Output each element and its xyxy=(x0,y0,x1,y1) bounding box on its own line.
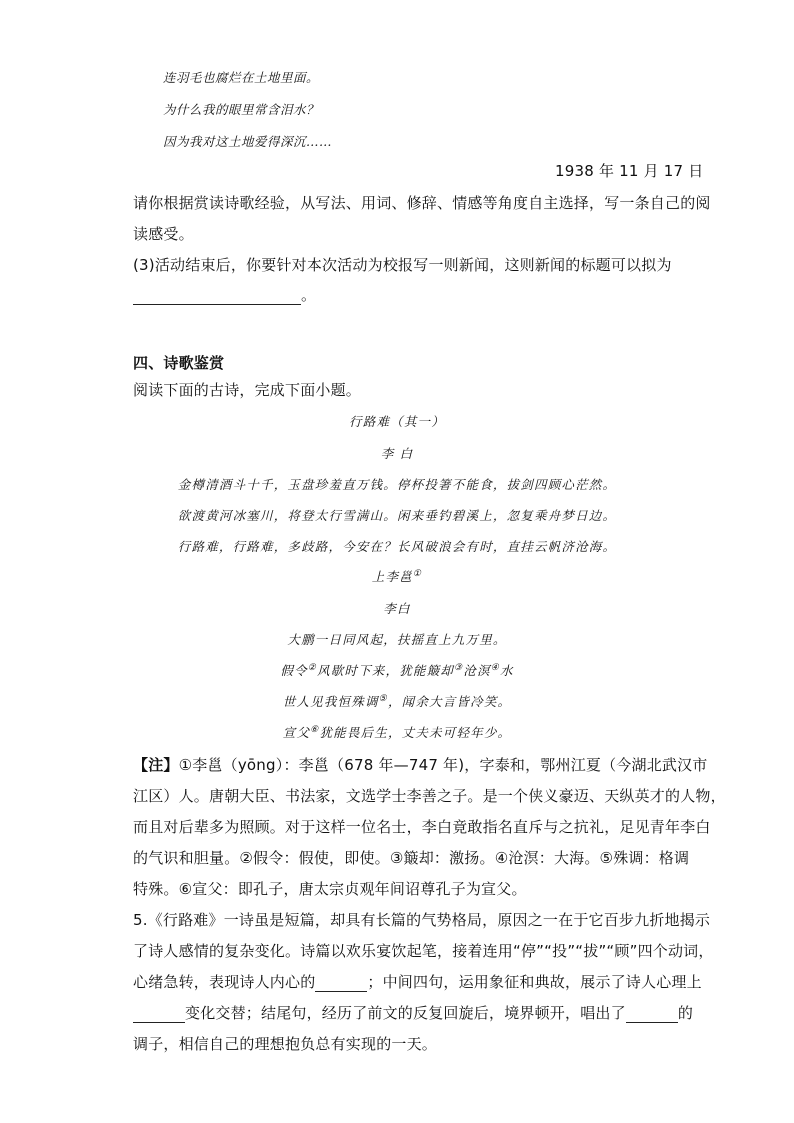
poem1-line-3: 行路难，行路难，多歧路，今安在？长风破浪会有时，直挂云帆济沧海。 xyxy=(177,539,617,554)
q5-line-5: 调子，相信自己的理想抱负总有实现的一天。 xyxy=(133,1035,438,1053)
q5-blank-3[interactable] xyxy=(626,1008,678,1023)
notes-line-2: 江区）人。唐朝大臣、书法家，文选学士李善之子。是一个侠义豪迈、天纵英才的人物， xyxy=(133,787,726,805)
poem2-author: 李白 xyxy=(383,601,411,616)
q5-line-4: 变化交替；结尾句，经历了前文的反复回旋后，境界顿开，唱出了 的 xyxy=(133,1002,693,1023)
q5-line-3: 心绪急转，表现诗人内心的 ；中间四句，运用象征和典故，展示了诗人心理上 xyxy=(133,973,702,991)
poem1-author: 李 白 xyxy=(380,446,414,461)
poem-tail-line-3: 因为我对这土地爱得深沉…… xyxy=(163,134,333,149)
poem2-line-2: 假令②风歇时下来，犹能簸却③沧溟④水 xyxy=(280,662,514,678)
q5-line-1: 5.《行路难》一诗虽是短篇，却具有长篇的气势格局，原因之一在于它百步九折地揭示 xyxy=(133,911,711,929)
task3-line-1: (3)活动结束后，你要针对本次活动为校报写一则新闻，这则新闻的标题可以拟为 xyxy=(133,256,672,274)
notes-line-1: 【注】①李邕（yōng）：李邕（678 年—747 年)，字泰和，鄂州江夏（今湖北武汉市 xyxy=(133,756,708,774)
poem1-title: 行路难（其一） xyxy=(349,414,445,429)
poem1-line-2: 欲渡黄河冰塞川，将登太行雪满山。闲来垂钓碧溪上，忽复乘舟梦日边。 xyxy=(177,508,617,523)
poem2-title: 上李邕① xyxy=(371,568,423,584)
task3-answer-line: 。 xyxy=(133,284,316,305)
poem-tail-line-2: 为什么我的眼里常含泪水？ xyxy=(163,102,320,117)
poem2-line-3: 世人见我恒殊调⑤，闻余大言皆冷笑。 xyxy=(282,693,512,709)
poem-tail-line-1: 连羽毛也腐烂在土地里面。 xyxy=(163,70,320,85)
task2-line-2: 读感受。 xyxy=(133,225,194,243)
notes-line-3: 而且对后辈多为照顾。对于这样一位名士，李白竟敢指名直斥与之抗礼，足见青年李白 xyxy=(133,818,711,836)
poem2-line-4: 宣父⑥犹能畏后生，丈夫未可轻年少。 xyxy=(282,724,512,740)
section-heading: 四、诗歌鉴赏 xyxy=(133,354,225,372)
notes-label: 【注】 xyxy=(133,756,179,774)
answer-blank[interactable] xyxy=(133,290,301,305)
poem-date: 1938 年 11 月 17 日 xyxy=(555,162,704,180)
notes-line-4: 的气识和胆量。②假令：假使，即使。③簸却：激扬。④沧溟：大海。⑤殊调：格调 xyxy=(133,849,690,867)
q5-blank-2[interactable] xyxy=(133,1008,185,1023)
poem2-line-1: 大鹏一日同风起，扶摇直上九万里。 xyxy=(287,632,507,647)
section-instruction: 阅读下面的古诗，完成下面小题。 xyxy=(133,381,362,399)
poem1-line-1: 金樽清酒斗十千，玉盘珍羞直万钱。停杯投箸不能食，拔剑四顾心茫然。 xyxy=(177,477,617,492)
notes-line-5: 特殊。⑥宣父：即孔子，唐太宗贞观年间诏尊孔子为宣父。 xyxy=(133,880,527,898)
task2-line-1: 请你根据赏读诗歌经验，从写法、用词、修辞、情感等角度自主选择，写一条自己的阅 xyxy=(133,194,711,212)
q5-blank-1[interactable] xyxy=(315,977,367,992)
q5-line-2: 了诗人感情的复杂变化。诗篇以欢乐宴饮起笔，接着连用“停”“投”“拔”“顾”四个动词， xyxy=(133,942,714,960)
